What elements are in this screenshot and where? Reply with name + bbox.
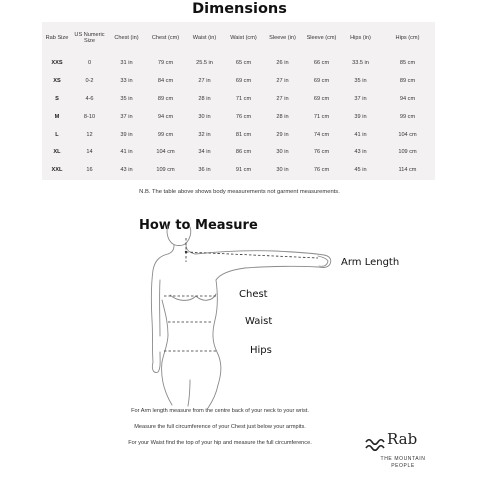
chest-label: Chest [239, 289, 268, 300]
cell-hips-in: 37 in [354, 95, 367, 102]
cell-waist-cm: 76 cm [235, 113, 252, 120]
cell-hips-in: 33.5 in [352, 59, 369, 66]
cell-sleeve-cm: 76 cm [313, 167, 330, 174]
cell-rab-size: XXS [51, 59, 63, 66]
cell-us-size: 12 [86, 131, 93, 138]
cell-waist-cm: 86 cm [235, 149, 252, 156]
cell-chest-in: 43 in [120, 167, 133, 174]
cell-hips-cm: 89 cm [399, 77, 416, 84]
cell-sleeve-cm: 69 cm [313, 95, 330, 102]
cell-hips-cm: 94 cm [399, 95, 416, 102]
cell-waist-in: 36 in [198, 167, 211, 174]
header-waist-in: Waist (in) [192, 34, 217, 41]
cell-sleeve-in: 28 in [276, 113, 289, 120]
cell-chest-cm: 109 cm [156, 167, 175, 174]
cell-waist-in: 27 in [198, 77, 211, 84]
cell-hips-cm: 85 cm [399, 59, 416, 66]
cell-us-size: 4-6 [85, 95, 94, 102]
cell-us-size: 14 [86, 149, 93, 156]
left-arm-outline [151, 254, 168, 362]
left-hand-outline [152, 352, 160, 373]
header-chest-cm: Chest (cm) [151, 34, 180, 41]
cell-chest-in: 37 in [120, 113, 133, 120]
cell-us-size: 8-10 [83, 113, 96, 120]
cell-hips-in: 35 in [354, 77, 367, 84]
cell-chest-in: 33 in [120, 77, 133, 84]
bust-outline [170, 294, 216, 300]
cell-sleeve-in: 30 in [276, 167, 289, 174]
cell-sleeve-in: 27 in [276, 77, 289, 84]
cell-rab-size: S [55, 95, 59, 102]
cell-waist-cm: 71 cm [235, 95, 252, 102]
logo-tagline [370, 456, 436, 469]
torso-left-outline [162, 300, 168, 362]
cell-waist-in: 30 in [198, 113, 211, 120]
body-measurement-note: N.B. The table above shows body measurements not garment measurements. [139, 189, 340, 195]
cell-us-size: 16 [86, 167, 93, 174]
cell-rab-size: XL [53, 149, 61, 156]
header-hips-in: Hips (in) [350, 34, 371, 41]
cell-rab-size: M [54, 113, 60, 120]
header-chest-in: Chest (in) [114, 34, 139, 41]
neck-outline [168, 245, 195, 254]
cell-chest-cm: 84 cm [157, 77, 174, 84]
cell-waist-cm: 91 cm [235, 167, 252, 174]
head-outline [167, 226, 191, 246]
cell-chest-cm: 99 cm [157, 131, 174, 138]
instruction-arm-length: For Arm length measure from the centre back of your neck to your wrist. [131, 408, 309, 414]
cell-sleeve-in: 29 in [276, 131, 289, 138]
cell-hips-in: 39 in [354, 113, 367, 120]
cell-us-size: 0 [87, 59, 92, 66]
cell-waist-in: 34 in [198, 149, 211, 156]
dimensions-title: Dimensions [192, 1, 287, 17]
instruction-chest: Measure the full circumference of your Chest just below your armpits. [134, 424, 306, 430]
header-sleeve-cm: Sleeve (cm) [306, 34, 337, 41]
cell-rab-size: XXL [51, 167, 63, 174]
cell-waist-cm: 81 cm [235, 131, 252, 138]
cell-chest-in: 31 in [120, 59, 133, 66]
tagline-line-2: PEOPLE [391, 462, 415, 469]
cell-chest-in: 39 in [120, 131, 133, 138]
cell-sleeve-cm: 69 cm [313, 77, 330, 84]
cell-chest-cm: 79 cm [157, 59, 174, 66]
cell-waist-cm: 65 cm [235, 59, 252, 66]
cell-waist-in: 28 in [198, 95, 211, 102]
tagline-line-1: THE MOUNTAIN [380, 456, 426, 462]
instruction-waist: For your Waist find the top of your hip and measure the full circumference. [128, 440, 312, 446]
cell-rab-size: XS [53, 77, 61, 84]
cell-sleeve-in: 27 in [276, 95, 289, 102]
cell-chest-cm: 89 cm [157, 95, 174, 102]
header-sleeve-in: Sleeve (in) [269, 34, 296, 41]
cell-chest-in: 35 in [120, 95, 133, 102]
header-rab-size: Rab Size [45, 34, 69, 41]
cell-waist-in: 25.5 in [196, 59, 213, 66]
cell-sleeve-cm: 71 cm [313, 113, 330, 120]
cell-sleeve-in: 26 in [276, 59, 289, 66]
cell-hips-cm: 109 cm [398, 149, 417, 156]
hips-label: Hips [250, 345, 272, 356]
header-hips-cm: Hips (cm) [395, 34, 420, 41]
header-waist-cm: Waist (cm) [230, 34, 257, 41]
cell-hips-cm: 104 cm [398, 131, 417, 138]
arm-length-label: Arm Length [341, 257, 400, 268]
cell-waist-in: 32 in [198, 131, 211, 138]
cell-rab-size: L [55, 131, 59, 138]
cell-sleeve-in: 30 in [276, 149, 289, 156]
header-us-size: US Numeric Size [74, 31, 105, 44]
cell-hips-in: 45 in [354, 167, 367, 174]
cell-chest-cm: 104 cm [156, 149, 175, 156]
cell-chest-cm: 94 cm [157, 113, 174, 120]
cell-sleeve-cm: 74 cm [313, 131, 330, 138]
cell-hips-cm: 99 cm [399, 113, 416, 120]
cell-us-size: 0-2 [85, 77, 94, 84]
cell-hips-cm: 114 cm [398, 167, 417, 174]
arm-length-line [186, 252, 318, 258]
cell-sleeve-cm: 66 cm [313, 59, 330, 66]
cell-chest-in: 41 in [120, 149, 133, 156]
cell-hips-in: 43 in [354, 149, 367, 156]
cell-sleeve-cm: 76 cm [313, 149, 330, 156]
cell-hips-in: 41 in [354, 131, 367, 138]
mountain-icon [365, 434, 387, 454]
waist-label: Waist [245, 316, 273, 327]
rab-logo [365, 430, 437, 474]
legs-outline [162, 362, 218, 408]
logo-wordmark: Rab [387, 430, 418, 448]
how-to-measure-title: How to Measure [139, 218, 258, 233]
hand-outline [318, 256, 328, 266]
cell-waist-cm: 69 cm [235, 77, 252, 84]
